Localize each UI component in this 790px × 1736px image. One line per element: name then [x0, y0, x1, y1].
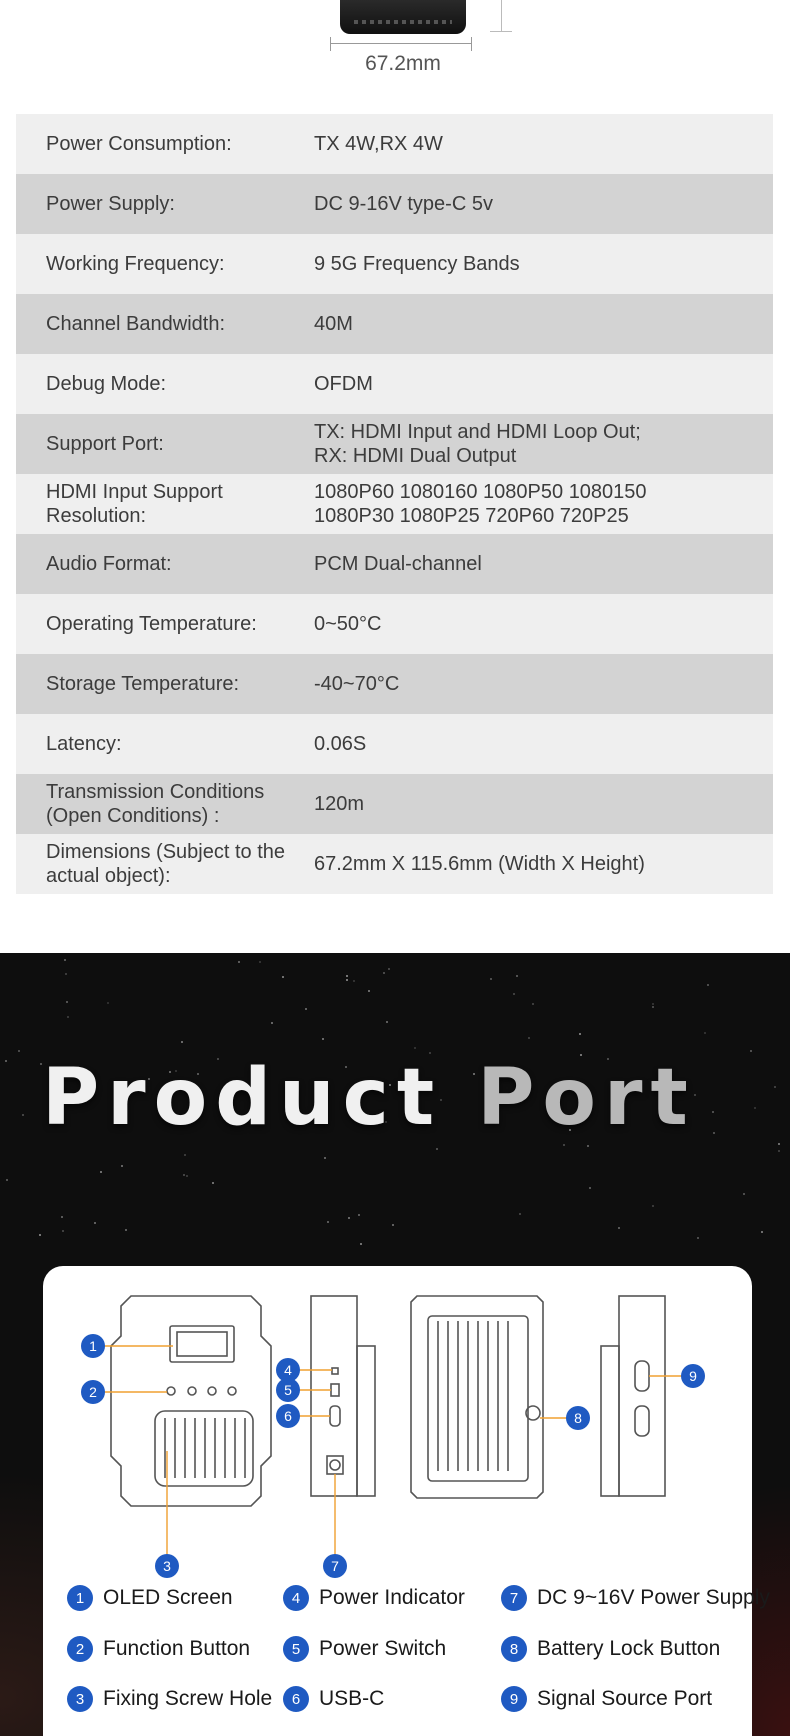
star-dot	[652, 1205, 654, 1207]
legend-label: USB-C	[319, 1687, 385, 1710]
power-switch-shape	[331, 1384, 339, 1396]
width-dimension-label: 67.2mm	[365, 52, 441, 75]
star-dot	[22, 1114, 24, 1116]
star-dot	[183, 1174, 185, 1176]
star-dot	[322, 1038, 324, 1040]
callout-number: 6	[284, 1408, 292, 1424]
star-dot	[579, 1033, 581, 1035]
spec-value: 1080P60 1080160 1080P50 1080150 1080P30 1080P25 720P60 720P25	[314, 481, 647, 527]
star-dot	[259, 961, 261, 963]
star-dot	[324, 1157, 326, 1159]
legend-label: Function Button	[103, 1637, 251, 1660]
section-title	[42, 1053, 696, 1143]
callout-battery-lock-button	[566, 1406, 590, 1430]
star-dot	[414, 1047, 416, 1049]
spec-label: HDMI Input Support Resolution:	[46, 481, 223, 527]
callout-number: 2	[89, 1384, 97, 1400]
spec-value: 40M	[314, 313, 353, 335]
star-dot	[353, 980, 355, 982]
spec-row	[16, 474, 773, 534]
spec-row	[16, 354, 773, 414]
callout-number: 7	[331, 1558, 339, 1574]
star-dot	[528, 1037, 530, 1039]
callout-number: 1	[89, 1338, 97, 1354]
star-dot	[327, 1221, 329, 1223]
spec-label: Transmission Conditions (Open Conditions) :	[46, 781, 265, 827]
spec-label: Power Consumption:	[46, 133, 232, 155]
spec-label: Storage Temperature:	[46, 673, 240, 695]
width-dimension-tick-left	[330, 37, 331, 51]
star-dot	[713, 1132, 715, 1134]
star-dot	[61, 1216, 63, 1218]
star-dot	[348, 1217, 350, 1219]
spec-row	[16, 534, 773, 594]
legend-number-badge: 1	[67, 1585, 93, 1611]
star-dot	[519, 1213, 521, 1215]
legend-number-badge: 6	[283, 1686, 309, 1712]
spec-label: Audio Format:	[46, 553, 172, 575]
legend-item	[67, 1684, 272, 1714]
spec-row	[16, 234, 773, 294]
callout-oled-screen	[81, 1334, 105, 1358]
callout-fixing-screw-hole	[155, 1554, 179, 1578]
star-dot	[388, 968, 390, 970]
star-dot	[383, 972, 385, 974]
star-dot	[346, 979, 348, 981]
star-dot	[121, 1165, 123, 1167]
legend-label: Battery Lock Button	[537, 1637, 721, 1660]
legend-label: DC 9~16V Power Supply	[537, 1586, 770, 1609]
star-dot	[184, 1154, 186, 1156]
legend-item	[67, 1634, 250, 1664]
star-dot	[761, 1231, 763, 1233]
star-dot	[62, 1230, 64, 1232]
star-dot	[386, 1021, 388, 1023]
spec-row	[16, 594, 773, 654]
star-dot	[5, 1060, 7, 1062]
star-dot	[39, 1234, 41, 1236]
spec-row	[16, 174, 773, 234]
legend-item	[501, 1684, 712, 1714]
legend-item	[283, 1684, 384, 1714]
legend-number-badge: 8	[501, 1636, 527, 1662]
spec-label: Operating Temperature:	[46, 613, 257, 635]
legend-label: Power Indicator	[319, 1586, 465, 1609]
legend-number-badge: 5	[283, 1636, 309, 1662]
legend-item	[283, 1583, 465, 1613]
star-dot	[516, 975, 518, 977]
star-dot	[587, 1145, 589, 1147]
legend-number-badge: 3	[67, 1686, 93, 1712]
star-dot	[532, 1003, 534, 1005]
callout-number: 3	[163, 1558, 171, 1574]
star-dot	[368, 990, 370, 992]
star-dot	[490, 978, 492, 980]
width-dimension-tick-right	[471, 37, 472, 51]
spec-row	[16, 294, 773, 354]
front-vent-outline	[155, 1411, 253, 1486]
front-view-outline	[111, 1296, 271, 1506]
legend-number-badge: 2	[67, 1636, 93, 1662]
section-title-word-2: Port	[477, 1053, 696, 1143]
star-dot	[778, 1150, 780, 1152]
legend-label: Power Switch	[319, 1637, 447, 1660]
callout-function-button	[81, 1380, 105, 1404]
star-dot	[358, 1214, 360, 1216]
star-dot	[271, 1022, 273, 1024]
star-dot	[181, 1041, 183, 1043]
star-dot	[774, 1086, 776, 1088]
callout-number: 5	[284, 1382, 292, 1398]
star-dot	[697, 1237, 699, 1239]
spec-label: Latency:	[46, 733, 122, 755]
star-dot	[107, 1002, 109, 1004]
star-dot	[64, 959, 66, 961]
spec-value: -40~70°C	[314, 673, 400, 695]
star-dot	[712, 1111, 714, 1113]
star-dot	[513, 993, 515, 995]
spec-value: OFDM	[314, 373, 373, 395]
star-dot	[778, 1143, 780, 1145]
spec-row	[16, 654, 773, 714]
callout-number: 9	[689, 1368, 697, 1384]
callout-number: 4	[284, 1362, 292, 1378]
spec-value: DC 9-16V type-C 5v	[314, 193, 493, 215]
callout-number: 8	[574, 1410, 582, 1426]
star-dot	[100, 1171, 102, 1173]
star-dot	[67, 1016, 69, 1018]
legend-label: Signal Source Port	[537, 1687, 713, 1710]
back-view-outline	[411, 1296, 543, 1498]
legend-item	[67, 1583, 233, 1613]
star-dot	[563, 1144, 565, 1146]
legend-number-badge: 9	[501, 1686, 527, 1712]
legend-item	[501, 1634, 720, 1664]
height-dimension-line	[501, 0, 502, 32]
star-dot	[360, 1243, 362, 1245]
spec-label: Dimensions (Subject to the actual object):	[46, 841, 286, 887]
side-view-right-outline	[619, 1296, 665, 1496]
legend-label: OLED Screen	[103, 1586, 233, 1609]
star-dot	[6, 1179, 8, 1181]
star-dot	[125, 1229, 127, 1231]
legend-label: Fixing Screw Hole	[103, 1687, 273, 1710]
height-dimension-tick	[490, 31, 512, 32]
spec-label: Debug Mode:	[46, 373, 167, 395]
spec-value: 0~50°C	[314, 613, 382, 635]
product-dimension-area	[0, 0, 790, 114]
star-dot	[18, 1050, 20, 1052]
legend-number-badge: 7	[501, 1585, 527, 1611]
spec-value: TX 4W,RX 4W	[314, 133, 443, 155]
width-dimension-line	[330, 43, 472, 44]
star-dot	[66, 1001, 68, 1003]
callout-dc-power-supply	[323, 1554, 347, 1578]
star-dot	[94, 1222, 96, 1224]
spec-value: TX: HDMI Input and HDMI Loop Out; RX: HDMI Dual Output	[314, 421, 641, 467]
spec-row	[16, 714, 773, 774]
legend-item	[501, 1583, 770, 1613]
spec-value: PCM Dual-channel	[314, 553, 482, 575]
spec-value: 0.06S	[314, 733, 367, 755]
star-dot	[750, 1050, 752, 1052]
spec-row	[16, 834, 773, 894]
star-dot	[282, 976, 284, 978]
star-dot	[305, 1008, 307, 1010]
power-indicator-shape	[332, 1368, 338, 1374]
star-dot	[652, 1006, 654, 1008]
spec-value: 67.2mm X 115.6mm (Width X Height)	[314, 853, 645, 875]
star-dot	[652, 1003, 654, 1005]
legend-item	[283, 1634, 446, 1664]
spec-label: Support Port:	[46, 433, 164, 455]
spec-label: Channel Bandwidth:	[46, 313, 226, 335]
star-dot	[707, 984, 709, 986]
spec-value: 9 5G Frequency Bands	[314, 253, 520, 275]
section-title-word-1: Product	[42, 1053, 443, 1143]
star-dot	[618, 1227, 620, 1229]
port-diagram-card	[43, 1266, 770, 1736]
callout-power-switch	[276, 1378, 300, 1402]
spec-label: Power Supply:	[46, 193, 175, 215]
star-dot	[754, 1107, 756, 1109]
spec-row	[16, 414, 773, 474]
legend-number-badge: 4	[283, 1585, 309, 1611]
star-dot	[743, 1193, 745, 1195]
star-dot	[212, 1182, 214, 1184]
device-image-fragment	[340, 0, 466, 34]
star-dot	[65, 973, 67, 975]
spec-row	[16, 114, 773, 174]
callout-signal-source-port	[681, 1364, 705, 1388]
star-dot	[346, 975, 348, 977]
function-button-shape	[167, 1387, 175, 1395]
port-diagram	[43, 1266, 752, 1596]
spec-table	[16, 114, 773, 894]
star-dot	[392, 1224, 394, 1226]
callout-usb-c	[276, 1404, 300, 1428]
signal-source-port-shape	[635, 1361, 649, 1391]
usb-c-port-shape	[330, 1406, 340, 1426]
star-dot	[589, 1187, 591, 1189]
spec-row	[16, 774, 773, 834]
star-dot	[436, 1148, 438, 1150]
product-port-section	[0, 953, 790, 1736]
star-dot	[704, 1032, 706, 1034]
spec-value: 120m	[314, 793, 365, 815]
spec-label: Working Frequency:	[46, 253, 225, 275]
star-dot	[186, 1175, 188, 1177]
star-dot	[238, 961, 240, 963]
